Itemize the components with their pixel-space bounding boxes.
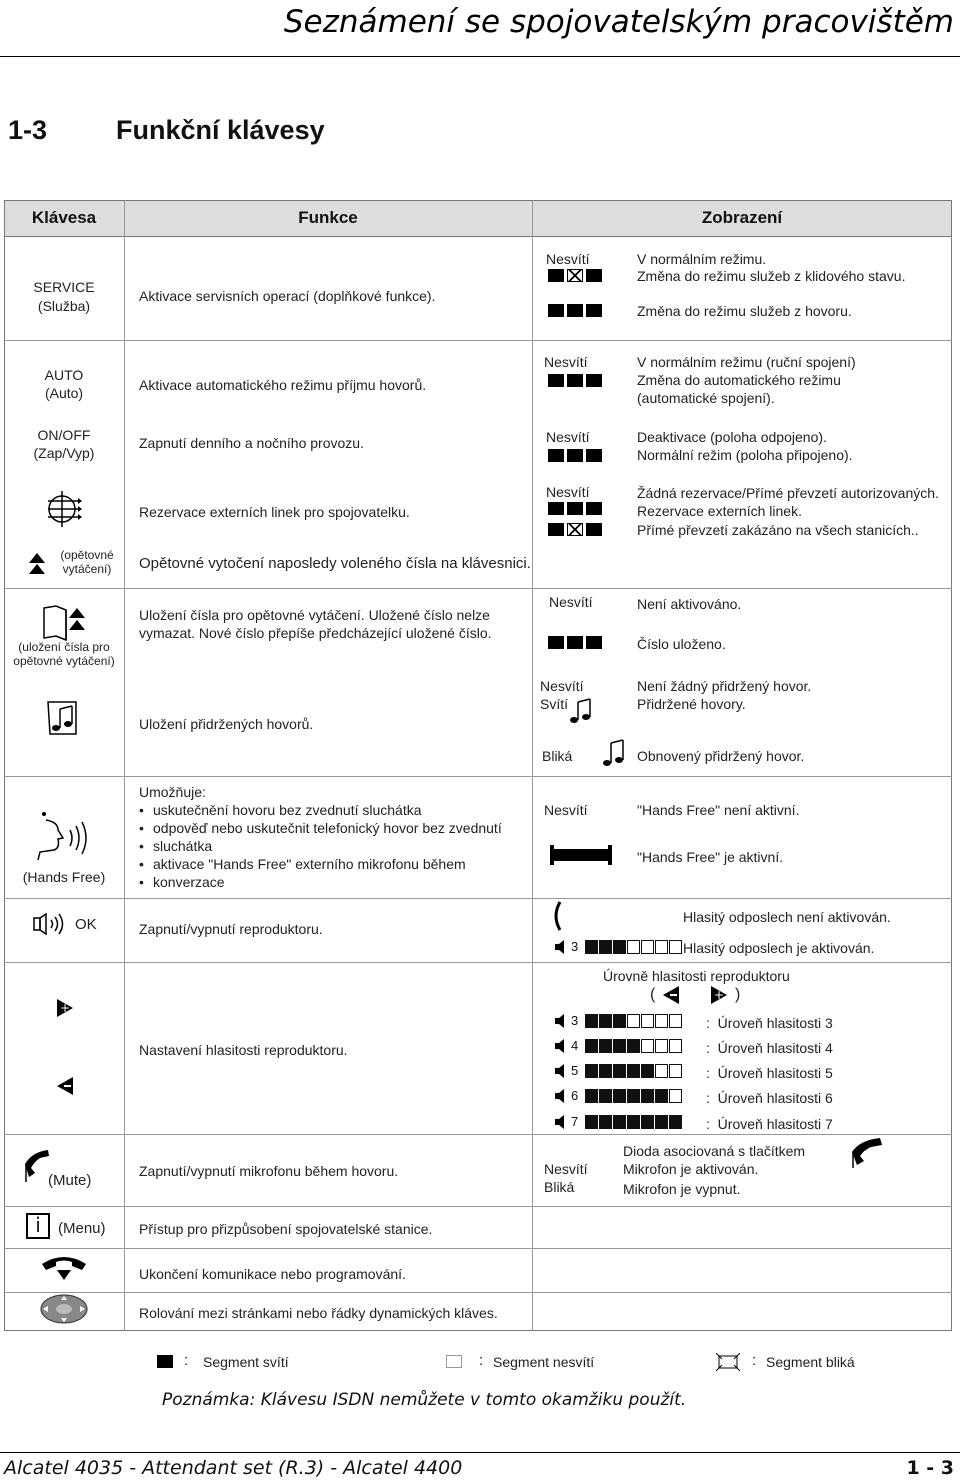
legend-colon: : (479, 1352, 484, 1369)
speaker-function: Zapnutí/vypnutí reproduktoru. (139, 921, 323, 937)
lines-state-off: Nesvítí (546, 484, 590, 500)
hold-function: Uložení přidržených hovorů. (139, 716, 314, 732)
mute-led-handset-icon (848, 1136, 886, 1175)
end-call-icon[interactable] (40, 1254, 88, 1287)
volume-paren-open: ( (650, 986, 656, 1003)
hold-indicator-icon (567, 697, 595, 730)
speaker-on-indicator (553, 938, 683, 956)
volume-level-colon: : (706, 1116, 710, 1132)
end-function: Ukončení komunikace nebo programování. (139, 1266, 406, 1282)
menu-function: Přístup pro přizpůsobení spojovatelské stanice. (139, 1221, 433, 1237)
legend-blink-label: Segment bliká (766, 1354, 855, 1370)
volume-level-number: 7 (571, 1114, 579, 1130)
volume-level-label (706, 1064, 833, 1082)
volume-level-number: 5 (571, 1063, 579, 1079)
menu-key-icon[interactable]: i (26, 1213, 50, 1239)
service-display-1: V normálním režimu. (637, 251, 767, 267)
speaker-mini-icon (553, 1039, 565, 1053)
svg-text:+: + (60, 1001, 71, 1015)
legend-colon: : (184, 1352, 189, 1369)
volume-level-indicator (553, 1037, 683, 1055)
service-display-2: Změna do režimu služeb z klidového stavu. (637, 268, 906, 284)
row-divider (4, 1206, 952, 1207)
speaker-display-1: Hlasitý odposlech není aktivován. (683, 909, 891, 925)
speaker-display-2: Hlasitý odposlech je aktivován. (683, 940, 875, 956)
auto-indicator-on (548, 372, 605, 390)
external-lines-key-icon (44, 488, 84, 535)
volume-level-indicator (553, 1012, 683, 1030)
legend-off-label: Segment nesvítí (493, 1354, 595, 1370)
onoff-display-2: Normální režim (poloha připojeno). (637, 447, 853, 463)
speaker-mini-icon (553, 940, 565, 954)
auto-display-3: (automatické spojení). (637, 390, 775, 406)
mute-state-blink: Bliká (544, 1179, 575, 1195)
hands-free-bullet: • odpověď nebo uskutečnit telefonický hovor bez zvednutí (139, 819, 502, 837)
header-klavesa: Klávesa (31, 208, 97, 227)
volume-up-small-icon (710, 985, 728, 1010)
save-key-label-1: (uložení čísla pro (18, 640, 110, 654)
mute-display-1: Dioda asociovaná s tlačítkem (623, 1143, 806, 1159)
service-indicator-blink (548, 267, 605, 285)
volume-level-number: 4 (571, 1038, 579, 1054)
footer-rule (0, 1452, 960, 1453)
hands-free-bullet-cont-text: konverzace (153, 874, 225, 890)
navigator-key-icon[interactable] (40, 1294, 88, 1329)
row-divider (4, 1292, 952, 1293)
hands-free-bullet-cont (139, 837, 502, 855)
hands-free-state-off: Nesvítí (544, 802, 588, 818)
service-display-3: Změna do režimu služeb z hovoru. (637, 303, 852, 319)
volume-level-indicator (553, 1062, 683, 1080)
volume-level-indicator (553, 1113, 683, 1131)
auto-state-off: Nesvítí (544, 354, 588, 370)
auto-display-1: V normálním režimu (ruční spojení) (637, 354, 856, 370)
key-auto-label: AUTO (44, 367, 84, 383)
volume-level-colon: : (706, 1040, 710, 1056)
header-zobrazeni: Zobrazení (701, 208, 783, 227)
lines-indicator-on (548, 500, 605, 518)
hold-state-blink: Bliká (542, 748, 573, 764)
save-key-label-2: opětovné vytáčení) (13, 654, 115, 668)
volume-level-colon: : (706, 1065, 710, 1081)
volume-up-icon[interactable] (56, 998, 74, 1023)
column-divider (532, 200, 533, 1331)
volume-level-label (706, 1089, 833, 1107)
page-header-title: Seznámení se spojovatelským pracovištěm (283, 4, 954, 40)
legend-segment-on-icon (157, 1355, 173, 1368)
footer-page-number: 1 - 3 (906, 1457, 954, 1479)
section-title: Funkční klávesy (116, 115, 325, 145)
row-divider (4, 340, 952, 341)
note-text: Poznámka: Klávesu ISDN nemůžete v tomto okamžiku použít. (162, 1390, 687, 1410)
speaker-mini-icon (553, 1089, 565, 1103)
speaker-off-indicator (549, 900, 563, 937)
volume-level-label (706, 1039, 833, 1057)
nav-function: Rolování mezi stránkami nebo řádky dynamických kláves. (139, 1305, 498, 1321)
volume-caption: Úrovně hlasitosti reproduktoru (603, 968, 790, 984)
save-display-1: Není aktivováno. (637, 596, 742, 612)
save-function-2: vymazat. Nové číslo přepíše předcházející uložené číslo. (139, 625, 492, 641)
hands-free-bullet-cont-text: sluchátka (153, 838, 213, 854)
mute-function: Zapnutí/vypnutí mikrofonu během hovoru. (139, 1163, 399, 1179)
legend-on-label: Segment svítí (203, 1354, 289, 1370)
speaker-level-number: 3 (571, 939, 579, 955)
row-divider (4, 1248, 952, 1249)
hold-state-on: Svítí (540, 696, 569, 712)
hands-free-indicator-on (550, 845, 612, 870)
onoff-indicator-on (548, 447, 605, 465)
auto-display-2: Změna do automatického režimu (637, 372, 841, 388)
key-auto-sublabel: (Auto) (44, 385, 84, 401)
lines-function: Rezervace externích linek pro spojovatelku. (139, 504, 410, 520)
hands-free-icon (32, 808, 92, 867)
legend-segment-off-icon (446, 1355, 462, 1368)
volume-down-icon[interactable] (56, 1076, 74, 1101)
lines-display-2: Rezervace externích linek. (637, 503, 802, 519)
mute-display-3: Mikrofon je vypnut. (623, 1181, 741, 1197)
speaker-key-icon (32, 913, 68, 940)
save-function-1: Uložení čísla pro opětovné vytáčení. Uložené číslo nelze (139, 607, 490, 623)
header-funkce: Funkce (298, 208, 358, 227)
mute-display-2: Mikrofon je aktivován. (623, 1161, 759, 1177)
speaker-ok-label: OK (75, 916, 97, 933)
legend-segment-blink-icon (716, 1353, 740, 1376)
onoff-state-off: Nesvítí (546, 429, 590, 445)
menu-key-label: (Menu) (58, 1220, 106, 1237)
volume-paren-close: ) (735, 986, 741, 1003)
section-number: 1-3 (8, 115, 48, 145)
svg-text:+: + (714, 988, 725, 1002)
mute-key-label: (Mute) (48, 1172, 92, 1189)
volume-level-indicator (553, 1087, 683, 1105)
redial-key-label-1: (opětovné (60, 548, 114, 562)
volume-level-colon: : (706, 1015, 710, 1031)
volume-level-text: Úroveň hlasitosti 7 (717, 1116, 833, 1132)
hands-free-display-1: "Hands Free" není aktivní. (637, 802, 800, 818)
volume-down-small-icon (662, 985, 680, 1010)
save-display-2: Číslo uloženo. (637, 636, 726, 652)
key-service-label: SERVICE (33, 279, 95, 295)
lines-indicator-blink (548, 521, 605, 539)
volume-level-label (706, 1014, 833, 1032)
hands-free-bullet: • aktivace "Hands Free" externího mikrofonu během (139, 855, 502, 873)
hands-free-bullets (139, 801, 502, 891)
redial-key-label (58, 548, 116, 576)
footer-product: Alcatel 4035 - Attendant set (R.3) - Alcatel 4400 (4, 1457, 463, 1479)
mute-state-off: Nesvítí (544, 1161, 588, 1177)
service-state-off: Nesvítí (546, 251, 590, 267)
volume-level-text: Úroveň hlasitosti 5 (717, 1065, 833, 1081)
hold-key-icon (44, 700, 80, 741)
hands-free-key-label: (Hands Free) (22, 869, 106, 885)
volume-level-text: Úroveň hlasitosti 3 (717, 1015, 833, 1031)
volume-level-text: Úroveň hlasitosti 4 (717, 1040, 833, 1056)
onoff-display-1: Deaktivace (poloha odpojeno). (637, 429, 827, 445)
key-onoff-sublabel: (Zap/Vyp) (33, 445, 95, 461)
hands-free-bullet-cont (139, 873, 502, 891)
volume-level-label (706, 1115, 833, 1133)
legend-colon: : (752, 1352, 757, 1369)
hands-free-bullet: • uskutečnění hovoru bez zvednutí sluchátka (139, 801, 502, 819)
column-divider (124, 200, 125, 1331)
save-state-off: Nesvítí (549, 594, 593, 610)
auto-function: Aktivace automatického režimu příjmu hovorů. (139, 377, 427, 393)
row-divider (4, 962, 952, 963)
speaker-mini-icon (553, 1064, 565, 1078)
hold-display-3: Obnovený přidržený hovor. (637, 748, 805, 764)
hold-display-2: Přidržené hovory. (637, 696, 746, 712)
header-rule (0, 56, 960, 57)
volume-level-colon: : (706, 1090, 710, 1106)
save-indicator-on (548, 634, 605, 652)
volume-level-text: Úroveň hlasitosti 6 (717, 1090, 833, 1106)
save-key-label (6, 640, 122, 668)
hands-free-intro: Umožňuje: (139, 784, 206, 800)
redial-key-label-2: vytáčení) (62, 562, 112, 576)
row-divider (4, 588, 952, 589)
lines-display-1: Žádná rezervace/Přímé převzetí autorizovaných. (637, 485, 939, 501)
row-divider (4, 898, 952, 899)
key-service-sublabel: (Služba) (37, 298, 91, 314)
hold-display-1: Není žádný přidržený hovor. (637, 678, 812, 694)
hands-free-display-2: "Hands Free" je aktivní. (637, 849, 784, 865)
volume-function: Nastavení hlasitosti reproduktoru. (139, 1042, 348, 1058)
hold-blink-icon (600, 738, 628, 773)
row-divider (4, 1134, 952, 1135)
onoff-function: Zapnutí denního a nočního provozu. (139, 435, 364, 451)
redial-function: Opětovné vytočení naposledy voleného čísla na klávesnici. (139, 555, 531, 572)
volume-level-number: 3 (571, 1013, 579, 1029)
redial-icon (28, 552, 46, 581)
volume-level-number: 6 (571, 1088, 579, 1104)
lines-display-3: Přímé převzetí zakázáno na všech stanicích.. (637, 522, 919, 538)
speaker-mini-icon (553, 1115, 565, 1129)
speaker-mini-icon (553, 1014, 565, 1028)
service-indicator-on (548, 302, 605, 320)
key-onoff-label: ON/OFF (37, 427, 91, 443)
row-divider (4, 776, 952, 777)
hold-state-off: Nesvítí (540, 678, 584, 694)
service-function: Aktivace servisních operací (doplňkové funkce). (139, 288, 436, 304)
